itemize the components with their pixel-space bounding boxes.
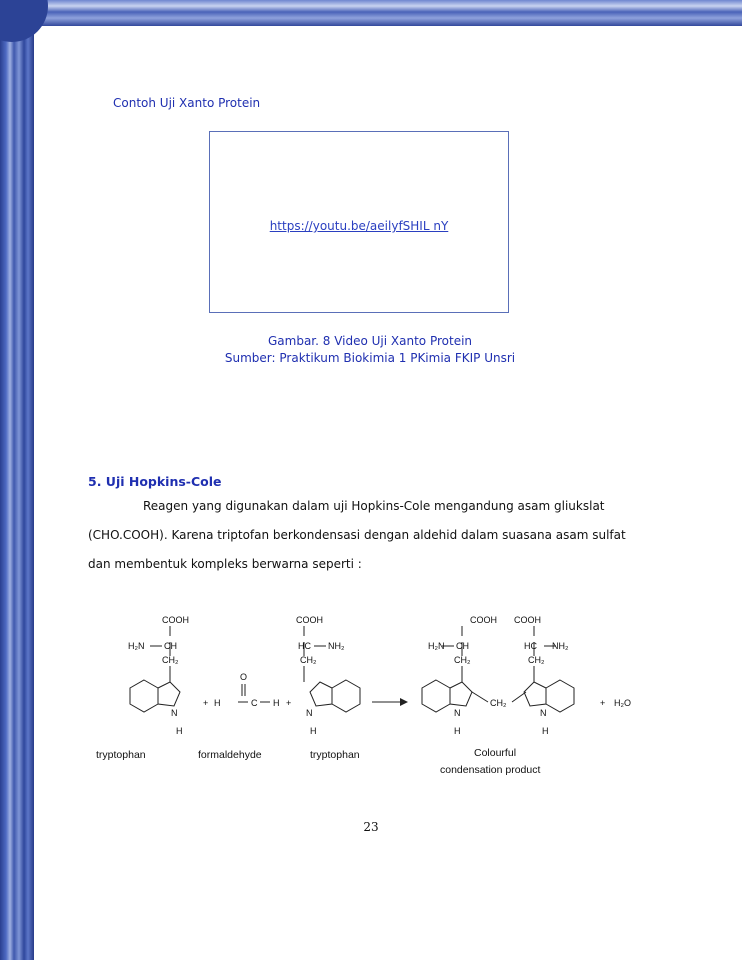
label-product-2: condensation product	[440, 764, 541, 776]
h-3: H	[454, 726, 461, 736]
formaldehyde-h-right: H	[273, 698, 280, 708]
ch2-1: CH₂	[162, 655, 179, 665]
label-tryptophan-2: tryptophan	[310, 749, 360, 761]
h-4: H	[542, 726, 549, 736]
top-decorative-bar	[0, 0, 742, 26]
ch2-2: CH₂	[300, 655, 317, 665]
figure-caption-line1: Gambar. 8 Video Uji Xanto Protein	[267, 334, 473, 348]
hc-4: HC	[524, 641, 537, 651]
n-2: N	[306, 708, 313, 718]
ch2-4: CH₂	[528, 655, 545, 665]
reaction-arrow-head	[400, 698, 408, 706]
plus-3: +	[600, 698, 606, 708]
ch2-3: CH₂	[454, 655, 471, 665]
section-title: 5. Uji Hopkins-Cole	[88, 474, 222, 489]
plus-2: +	[286, 698, 292, 708]
ch2-bridge: CH₂	[490, 698, 507, 708]
nh2-4: NH₂	[552, 641, 569, 651]
product-benzene-ring-2	[546, 680, 574, 712]
paragraph-line1	[88, 493, 654, 519]
figure-caption-line2: Sumber: Praktikum Biokimia 1 PKimia FKIP Unsri	[224, 351, 516, 365]
reaction-diagram	[88, 608, 654, 793]
label-product-1: Colourful	[474, 747, 517, 759]
benzene-ring-1	[130, 680, 158, 712]
hc-2: HC	[298, 641, 311, 651]
page-number: 23	[363, 820, 379, 834]
plus-1: +	[203, 698, 209, 708]
pyrrole-ring-2	[310, 682, 332, 706]
product-pyrrole-ring-2	[524, 682, 546, 706]
product-benzene-ring-1	[422, 680, 450, 712]
nh2-2: NH₂	[328, 641, 345, 651]
corner-ornament	[0, 0, 48, 42]
cooh-2: COOH	[296, 615, 323, 625]
paragraph-line2: (CHO.COOH). Karena triptofan berkondensasi dengan aldehid dalam suasana asam sulfat	[88, 528, 626, 542]
formaldehyde-o: O	[240, 672, 248, 682]
pyrrole-ring-1	[158, 682, 180, 706]
cooh-3: COOH	[470, 615, 497, 625]
cooh-4: COOH	[514, 615, 541, 625]
n-3: N	[454, 708, 461, 718]
left-decorative-bar	[0, 0, 34, 960]
h2n-1: H₂N	[128, 641, 145, 651]
video-frame	[209, 131, 509, 313]
benzene-ring-2	[332, 680, 360, 712]
ch-1: CH	[164, 641, 177, 651]
example-heading: Contoh Uji Xanto Protein	[113, 96, 261, 110]
label-tryptophan-1: tryptophan	[96, 749, 146, 761]
paragraph-line3: dan membentuk kompleks berwarna seperti :	[88, 557, 362, 571]
formaldehyde-c: C	[251, 698, 258, 708]
formaldehyde-h-left: H	[214, 698, 221, 708]
water: H₂O	[614, 698, 631, 708]
product-pyrrole-ring-1	[450, 682, 472, 706]
h-1: H	[176, 726, 183, 736]
n-4: N	[540, 708, 547, 718]
h-2: H	[310, 726, 317, 736]
video-link[interactable]: https://youtu.be/aeilyfSHIL nY	[269, 219, 449, 233]
n-1: N	[171, 708, 178, 718]
label-formaldehyde: formaldehyde	[198, 749, 262, 761]
ch-3: CH	[456, 641, 469, 651]
paragraph-line1-text: Reagen yang digunakan dalam uji Hopkins-Cole mengandung asam gliukslat	[143, 499, 605, 513]
cooh-1: COOH	[162, 615, 189, 625]
h2n-3: H₂N	[428, 641, 445, 651]
